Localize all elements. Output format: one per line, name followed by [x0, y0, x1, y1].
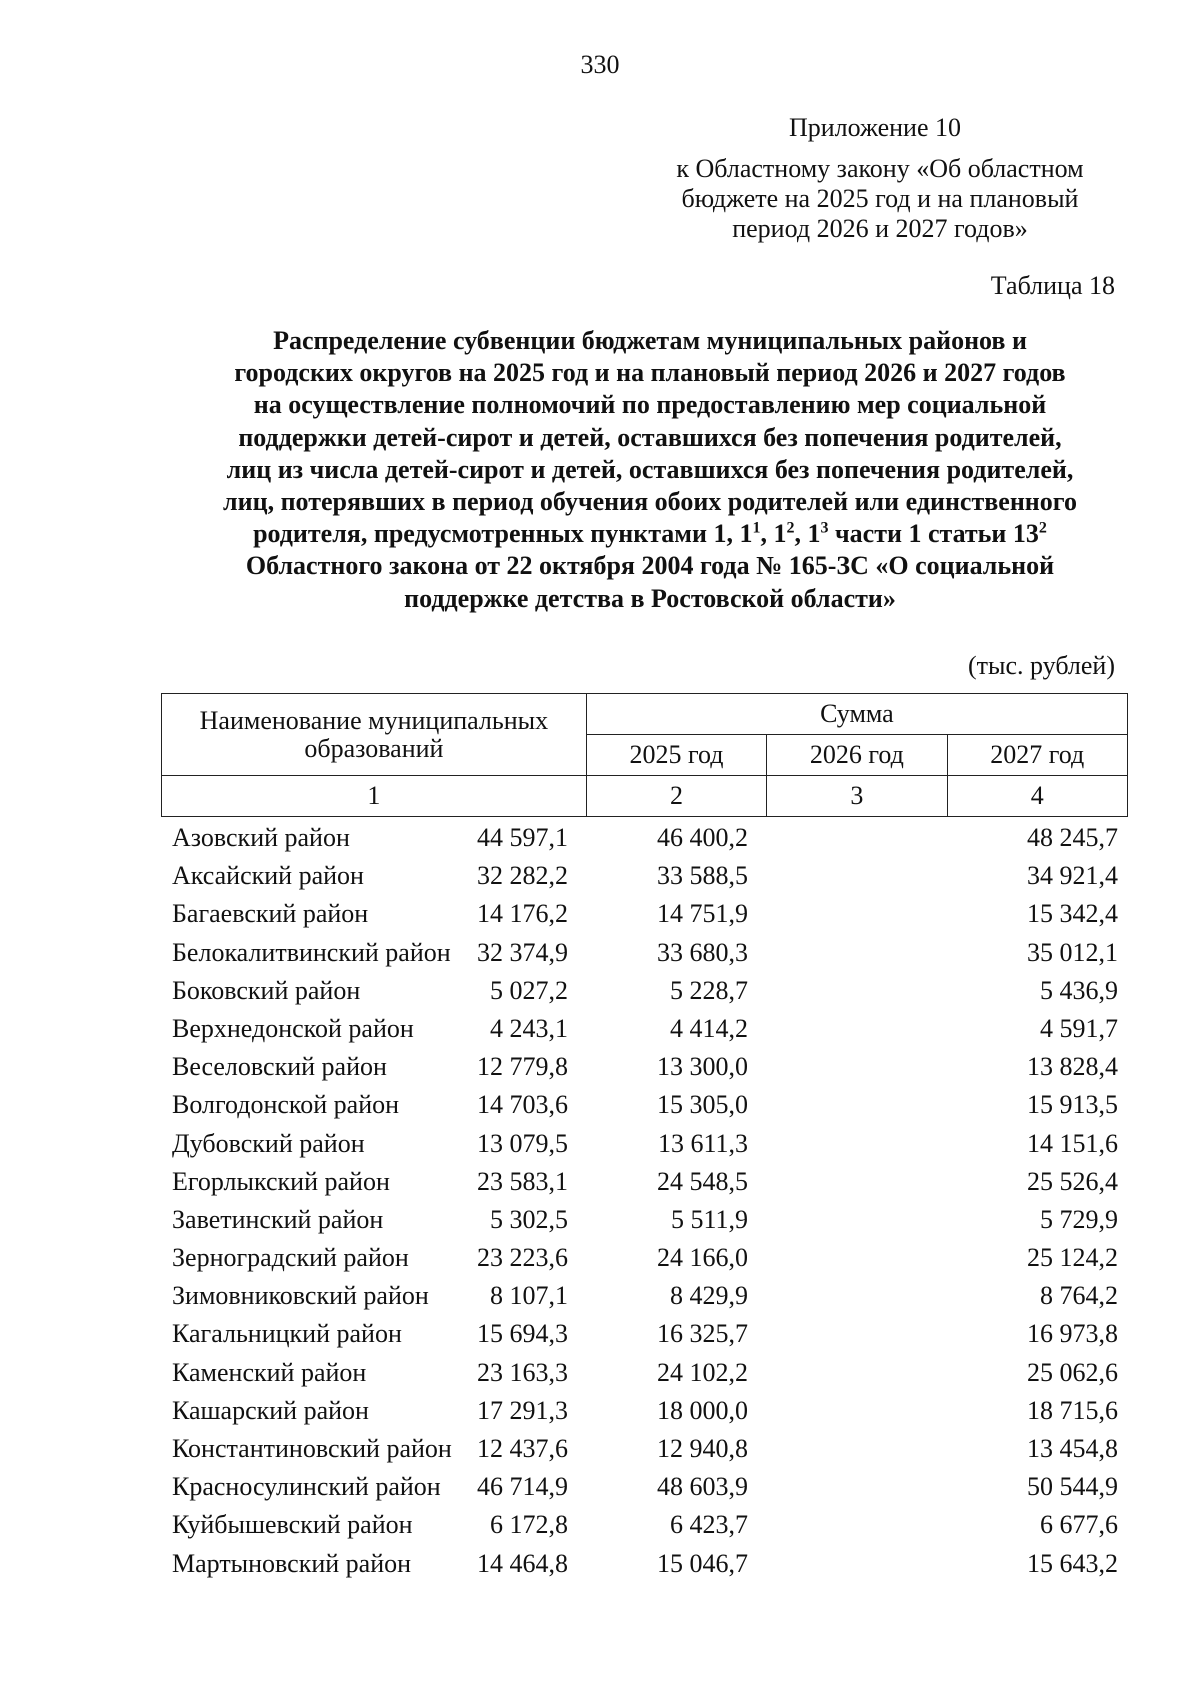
amount-2026: 48 603,9	[657, 1472, 748, 1502]
page-number: 330	[580, 50, 620, 79]
amount-2025: 23 583,1	[477, 1166, 568, 1196]
table-row	[161, 1392, 1128, 1430]
amount-2025: 17 291,3	[477, 1395, 568, 1425]
table-row	[161, 972, 1128, 1010]
table-number: Таблица 18	[990, 271, 1115, 300]
municipality-name: Волгодонской район	[172, 1090, 400, 1120]
amount-2025: 8 107,1	[490, 1281, 568, 1311]
table-row	[161, 1010, 1128, 1048]
amount-2026: 24 548,5	[657, 1166, 748, 1196]
title-text: , 1	[794, 519, 821, 549]
table-row	[161, 895, 1128, 933]
title-line-with-superscripts	[120, 518, 1180, 550]
amount-2025: 32 374,9	[477, 937, 568, 967]
table-row	[161, 819, 1128, 857]
title-text: родителя, предусмотренных пунктами 1, 1	[253, 519, 753, 549]
municipality-name: Красносулинский район	[172, 1472, 441, 1502]
amount-2025: 4 243,1	[490, 1013, 568, 1043]
amount-2025: 32 282,2	[477, 861, 568, 891]
table-row	[161, 1163, 1128, 1201]
column-header-year: 2026 год	[767, 735, 947, 776]
amount-2027: 25 526,4	[1027, 1166, 1118, 1196]
document-title	[120, 325, 1180, 615]
table-header	[161, 693, 1128, 817]
amount-2027: 16 973,8	[1027, 1319, 1118, 1349]
table-row	[161, 1277, 1128, 1315]
amount-2025: 14 176,2	[477, 899, 568, 929]
amount-2026: 33 680,3	[657, 937, 748, 967]
column-number: 1	[162, 776, 587, 817]
table-row	[161, 1048, 1128, 1086]
amount-2027: 35 012,1	[1027, 937, 1118, 967]
superscript: 2	[1038, 519, 1047, 537]
amount-2027: 25 062,6	[1027, 1357, 1118, 1387]
amount-2026: 33 588,5	[657, 861, 748, 891]
units-label: (тыс. рублей)	[967, 651, 1115, 680]
superscript: 2	[786, 519, 795, 537]
appendix-law-line: бюджете на 2025 год и на плановый	[681, 184, 1079, 213]
superscript: 3	[820, 519, 829, 537]
amount-2027: 18 715,6	[1027, 1395, 1118, 1425]
table-row	[161, 1086, 1128, 1124]
table-row	[161, 1545, 1128, 1583]
table-row	[161, 1239, 1128, 1277]
title-text: , 1	[760, 519, 787, 549]
title-line: Распределение субвенции бюджетам муниципальных районов и	[273, 326, 1027, 355]
amount-2026: 13 611,3	[657, 1128, 748, 1158]
amount-2025: 12 437,6	[477, 1434, 568, 1463]
municipality-name: Верхнедонской район	[172, 1013, 414, 1043]
table-row	[161, 934, 1128, 972]
column-number: 3	[767, 776, 947, 817]
amount-2027: 4 591,7	[1040, 1013, 1118, 1043]
amount-2027: 13 454,8	[1027, 1434, 1118, 1463]
title-text: части 1 статьи 13	[828, 519, 1039, 549]
column-header-name: Наименование муниципальных образований	[162, 694, 587, 776]
amount-2026: 15 046,7	[657, 1548, 748, 1578]
municipality-name: Азовский район	[172, 823, 350, 852]
amount-2026: 24 166,0	[657, 1243, 748, 1273]
amount-2026: 5 228,7	[670, 975, 748, 1005]
amount-2027: 15 643,2	[1027, 1548, 1118, 1578]
municipality-name: Боковский район	[172, 975, 361, 1005]
amount-2026: 16 325,7	[657, 1319, 748, 1349]
amount-2027: 15 913,5	[1027, 1090, 1118, 1120]
amount-2027: 13 828,4	[1027, 1052, 1118, 1082]
amount-2027: 25 124,2	[1027, 1243, 1118, 1273]
appendix-title: Приложение 10	[788, 113, 962, 142]
municipality-name: Мартыновский район	[172, 1548, 412, 1578]
title-line: лиц, потерявших в период обучения обоих родителей или единственного	[223, 487, 1077, 517]
title-line: лиц из числа детей-сирот и детей, оставшихся без попечения родителей,	[226, 454, 1074, 484]
amount-2025: 13 079,5	[477, 1128, 568, 1158]
amount-2026: 24 102,2	[657, 1357, 748, 1387]
municipality-name: Константиновский район	[172, 1434, 452, 1463]
amount-2027: 5 729,9	[1040, 1204, 1118, 1234]
amount-2026: 12 940,8	[657, 1434, 748, 1463]
column-number: 4	[947, 776, 1127, 817]
municipality-name: Заветинский район	[172, 1204, 384, 1234]
title-line: поддержке детства в Ростовской области»	[404, 583, 896, 613]
amount-2025: 5 027,2	[490, 975, 568, 1005]
table-row	[161, 1315, 1128, 1353]
municipality-name: Куйбышевский район	[172, 1510, 413, 1540]
table-body	[161, 819, 1128, 1583]
amount-2027: 6 677,6	[1040, 1510, 1118, 1540]
column-number: 2	[586, 776, 766, 817]
column-header-year: 2027 год	[947, 735, 1127, 776]
appendix-block	[640, 113, 1120, 244]
municipality-name: Дубовский район	[172, 1128, 365, 1158]
appendix-law-line: к Областному закону «Об областном	[676, 154, 1084, 183]
amount-2025: 6 172,8	[490, 1510, 568, 1540]
appendix-law-line: период 2026 и 2027 годов»	[732, 214, 1028, 243]
table-row	[161, 1201, 1128, 1239]
table-row	[161, 1354, 1128, 1392]
municipality-name: Зимовниковский район	[172, 1281, 429, 1311]
municipality-name: Кашарский район	[172, 1395, 369, 1425]
amount-2026: 4 414,2	[670, 1013, 748, 1043]
table-row	[161, 1506, 1128, 1544]
municipality-name: Кагальницкий район	[172, 1319, 402, 1349]
amount-2025: 5 302,5	[490, 1204, 568, 1234]
amount-2025: 44 597,1	[477, 823, 568, 852]
amount-2027: 8 764,2	[1040, 1281, 1118, 1311]
municipality-name: Егорлыкский район	[172, 1166, 390, 1196]
municipality-name: Аксайский район	[172, 861, 364, 891]
amount-2026: 18 000,0	[657, 1395, 748, 1425]
superscript: 1	[752, 519, 761, 537]
municipality-name: Каменский район	[172, 1357, 367, 1387]
title-line: городских округов на 2025 год и на плановый период 2026 и 2027 годов	[234, 358, 1066, 388]
table-row	[161, 1468, 1128, 1506]
amount-2027: 15 342,4	[1027, 899, 1118, 929]
amount-2025: 12 779,8	[477, 1052, 568, 1082]
amount-2026: 8 429,9	[670, 1281, 748, 1311]
municipality-name: Зерноградский район	[172, 1243, 409, 1273]
title-line: на осуществление полномочий по предоставлению мер социальной	[253, 390, 1047, 420]
amount-2026: 13 300,0	[657, 1052, 748, 1082]
amount-2026: 5 511,9	[670, 1204, 748, 1234]
table-row	[161, 1430, 1128, 1468]
table-row	[161, 1125, 1128, 1163]
amount-2027: 34 921,4	[1027, 861, 1118, 891]
amount-2026: 14 751,9	[657, 899, 748, 929]
amount-2025: 23 223,6	[477, 1243, 568, 1273]
amount-2025: 14 464,8	[477, 1548, 568, 1578]
amount-2027: 50 544,9	[1027, 1472, 1118, 1502]
municipality-name: Белокалитвинский район	[172, 937, 451, 967]
amount-2025: 14 703,6	[477, 1090, 568, 1120]
municipality-name: Багаевский район	[172, 899, 369, 929]
amount-2025: 46 714,9	[477, 1472, 568, 1502]
amount-2026: 15 305,0	[657, 1090, 748, 1120]
column-header-year: 2025 год	[586, 735, 766, 776]
table-row	[161, 857, 1128, 895]
appendix-law-reference	[640, 154, 1120, 244]
amount-2026: 6 423,7	[670, 1510, 748, 1540]
amount-2025: 15 694,3	[477, 1319, 568, 1349]
amount-2027: 14 151,6	[1027, 1128, 1118, 1158]
title-line: Областного закона от 22 октября 2004 года № 165-ЗС «О социальной	[245, 551, 1055, 581]
amount-2027: 5 436,9	[1040, 975, 1118, 1005]
amount-2025: 23 163,3	[477, 1357, 568, 1387]
amount-2027: 48 245,7	[1027, 823, 1118, 852]
municipality-name: Веселовский район	[172, 1052, 387, 1082]
column-header-sum: Сумма	[586, 694, 1127, 735]
amount-2026: 46 400,2	[657, 823, 748, 852]
title-line: поддержки детей-сирот и детей, оставшихся без попечения родителей,	[238, 422, 1062, 452]
